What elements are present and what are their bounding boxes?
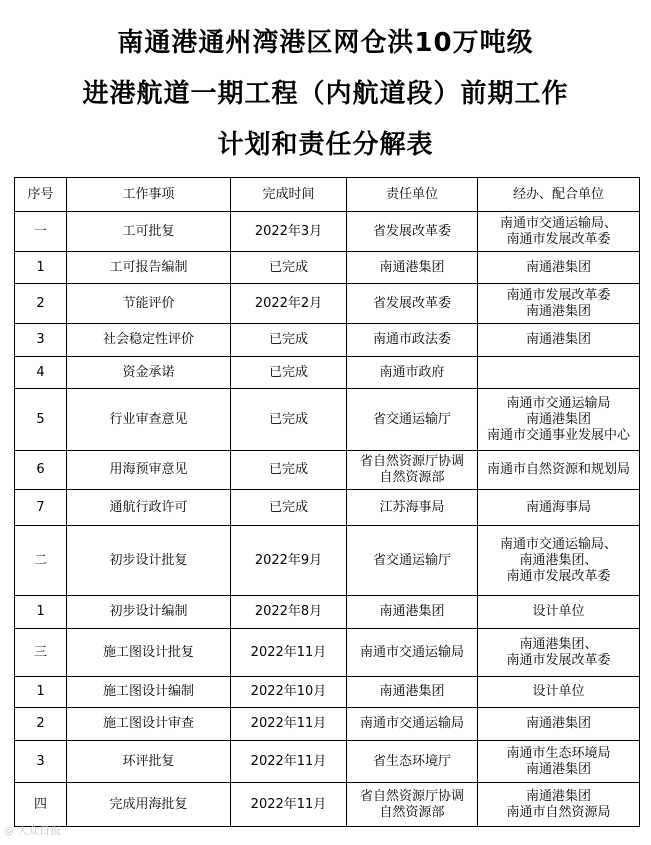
table-row [15, 741, 640, 783]
cell-task: 工可批复 [67, 212, 231, 252]
title-line-1: 南通港通州湾港区网仓洪10万吨级 [117, 28, 534, 58]
cell-deadline: 2022年9月 [231, 526, 347, 596]
cell-deadline: 2022年2月 [231, 284, 347, 324]
cell-cooperating: 南通港集团 [478, 252, 640, 284]
cell-seq: 6 [15, 451, 67, 490]
cell-seq: 3 [15, 741, 67, 783]
cell-seq: 4 [15, 357, 67, 389]
cell-cooperating: 南通港集团、 南通市发展改革委 [478, 629, 640, 677]
cell-seq: 5 [15, 389, 67, 451]
cell-seq: 2 [15, 708, 67, 741]
cell-task: 行业审查意见 [67, 389, 231, 451]
cell-deadline: 已完成 [231, 490, 347, 526]
title-line-2: 进港航道一期工程（内航道段）前期工作 [82, 79, 569, 109]
cell-responsible: 省交通运输厅 [347, 389, 478, 451]
cell-cooperating: 南通市交通运输局、 南通港集团、 南通市发展改革委 [478, 526, 640, 596]
cell-seq: 7 [15, 490, 67, 526]
cell-seq: 2 [15, 284, 67, 324]
cell-responsible: 南通市交通运输局 [347, 629, 478, 677]
cell-task: 资金承诺 [67, 357, 231, 389]
cell-responsible: 省发展改革委 [347, 284, 478, 324]
cell-seq: 三 [15, 629, 67, 677]
table-row [15, 629, 640, 677]
cell-cooperating: 设计单位 [478, 596, 640, 629]
table-row [15, 451, 640, 490]
cell-deadline: 2022年10月 [231, 677, 347, 708]
header-seq: 序号 [15, 178, 67, 212]
cell-deadline: 2022年11月 [231, 708, 347, 741]
title-line-3: 计划和责任分解表 [217, 130, 434, 160]
cell-responsible: 省生态环境厅 [347, 741, 478, 783]
cell-cooperating: 设计单位 [478, 677, 640, 708]
cell-cooperating: 南通海事局 [478, 490, 640, 526]
cell-task: 初步设计编制 [67, 596, 231, 629]
table-row [15, 596, 640, 629]
cell-cooperating: 南通市自然资源和规划局 [478, 451, 640, 490]
table-row [15, 284, 640, 324]
cell-cooperating: 南通市交通运输局 南通港集团 南通市交通事业发展中心 [478, 389, 640, 451]
cell-deadline: 2022年11月 [231, 741, 347, 783]
cell-task: 施工图设计批复 [67, 629, 231, 677]
table-header-row [15, 178, 640, 212]
cell-task: 节能评价 [67, 284, 231, 324]
cell-cooperating: 南通市交通运输局、 南通市发展改革委 [478, 212, 640, 252]
cell-deadline: 已完成 [231, 324, 347, 357]
cell-task: 施工图设计审查 [67, 708, 231, 741]
cell-cooperating: 南通市生态环境局 南通港集团 [478, 741, 640, 783]
cell-cooperating: 南通市发展改革委 南通港集团 [478, 284, 640, 324]
cell-seq: 1 [15, 677, 67, 708]
cell-seq: 一 [15, 212, 67, 252]
cell-seq: 3 [15, 324, 67, 357]
cell-seq: 四 [15, 783, 67, 827]
cell-responsible: 省自然资源厅协调 自然资源部 [347, 451, 478, 490]
cell-task: 施工图设计编制 [67, 677, 231, 708]
cell-deadline: 已完成 [231, 357, 347, 389]
cell-responsible: 省发展改革委 [347, 212, 478, 252]
table-row [15, 324, 640, 357]
cell-cooperating [478, 357, 640, 389]
cell-deadline: 已完成 [231, 451, 347, 490]
cell-task: 用海预审意见 [67, 451, 231, 490]
table-row [15, 677, 640, 708]
cell-deadline: 2022年8月 [231, 596, 347, 629]
watermark-logo-icon: ◎ [4, 824, 18, 837]
watermark-text: 大众日报 [17, 824, 62, 837]
table-row [15, 783, 640, 827]
cell-responsible: 江苏海事局 [347, 490, 478, 526]
table-row [15, 708, 640, 741]
cell-seq: 1 [15, 252, 67, 284]
header-deadline: 完成时间 [231, 178, 347, 212]
cell-task: 社会稳定性评价 [67, 324, 231, 357]
table-row [15, 526, 640, 596]
table-row [15, 357, 640, 389]
cell-responsible: 南通港集团 [347, 252, 478, 284]
cell-task: 通航行政许可 [67, 490, 231, 526]
cell-cooperating: 南通港集团 南通市自然资源局 [478, 783, 640, 827]
cell-deadline: 已完成 [231, 252, 347, 284]
watermark [4, 822, 61, 838]
cell-responsible: 省自然资源厅协调 自然资源部 [347, 783, 478, 827]
cell-responsible: 南通市政府 [347, 357, 478, 389]
cell-task: 环评批复 [67, 741, 231, 783]
cell-deadline: 已完成 [231, 389, 347, 451]
cell-task: 初步设计批复 [67, 526, 231, 596]
header-responsible: 责任单位 [347, 178, 478, 212]
cell-responsible: 南通市政法委 [347, 324, 478, 357]
cell-seq: 二 [15, 526, 67, 596]
header-cooperating: 经办、配合单位 [478, 178, 640, 212]
cell-responsible: 南通市交通运输局 [347, 708, 478, 741]
cell-responsible: 南通港集团 [347, 596, 478, 629]
cell-task: 完成用海批复 [67, 783, 231, 827]
cell-seq: 1 [15, 596, 67, 629]
cell-cooperating: 南通港集团 [478, 324, 640, 357]
table-row [15, 252, 640, 284]
cell-responsible: 南通港集团 [347, 677, 478, 708]
work-plan-table [14, 177, 640, 827]
table-row [15, 389, 640, 451]
cell-deadline: 2022年11月 [231, 629, 347, 677]
cell-deadline: 2022年3月 [231, 212, 347, 252]
header-task: 工作事项 [67, 178, 231, 212]
cell-task: 工可报告编制 [67, 252, 231, 284]
cell-deadline: 2022年11月 [231, 783, 347, 827]
table-row [15, 490, 640, 526]
table-row [15, 212, 640, 252]
cell-responsible: 省交通运输厅 [347, 526, 478, 596]
cell-cooperating: 南通港集团 [478, 708, 640, 741]
